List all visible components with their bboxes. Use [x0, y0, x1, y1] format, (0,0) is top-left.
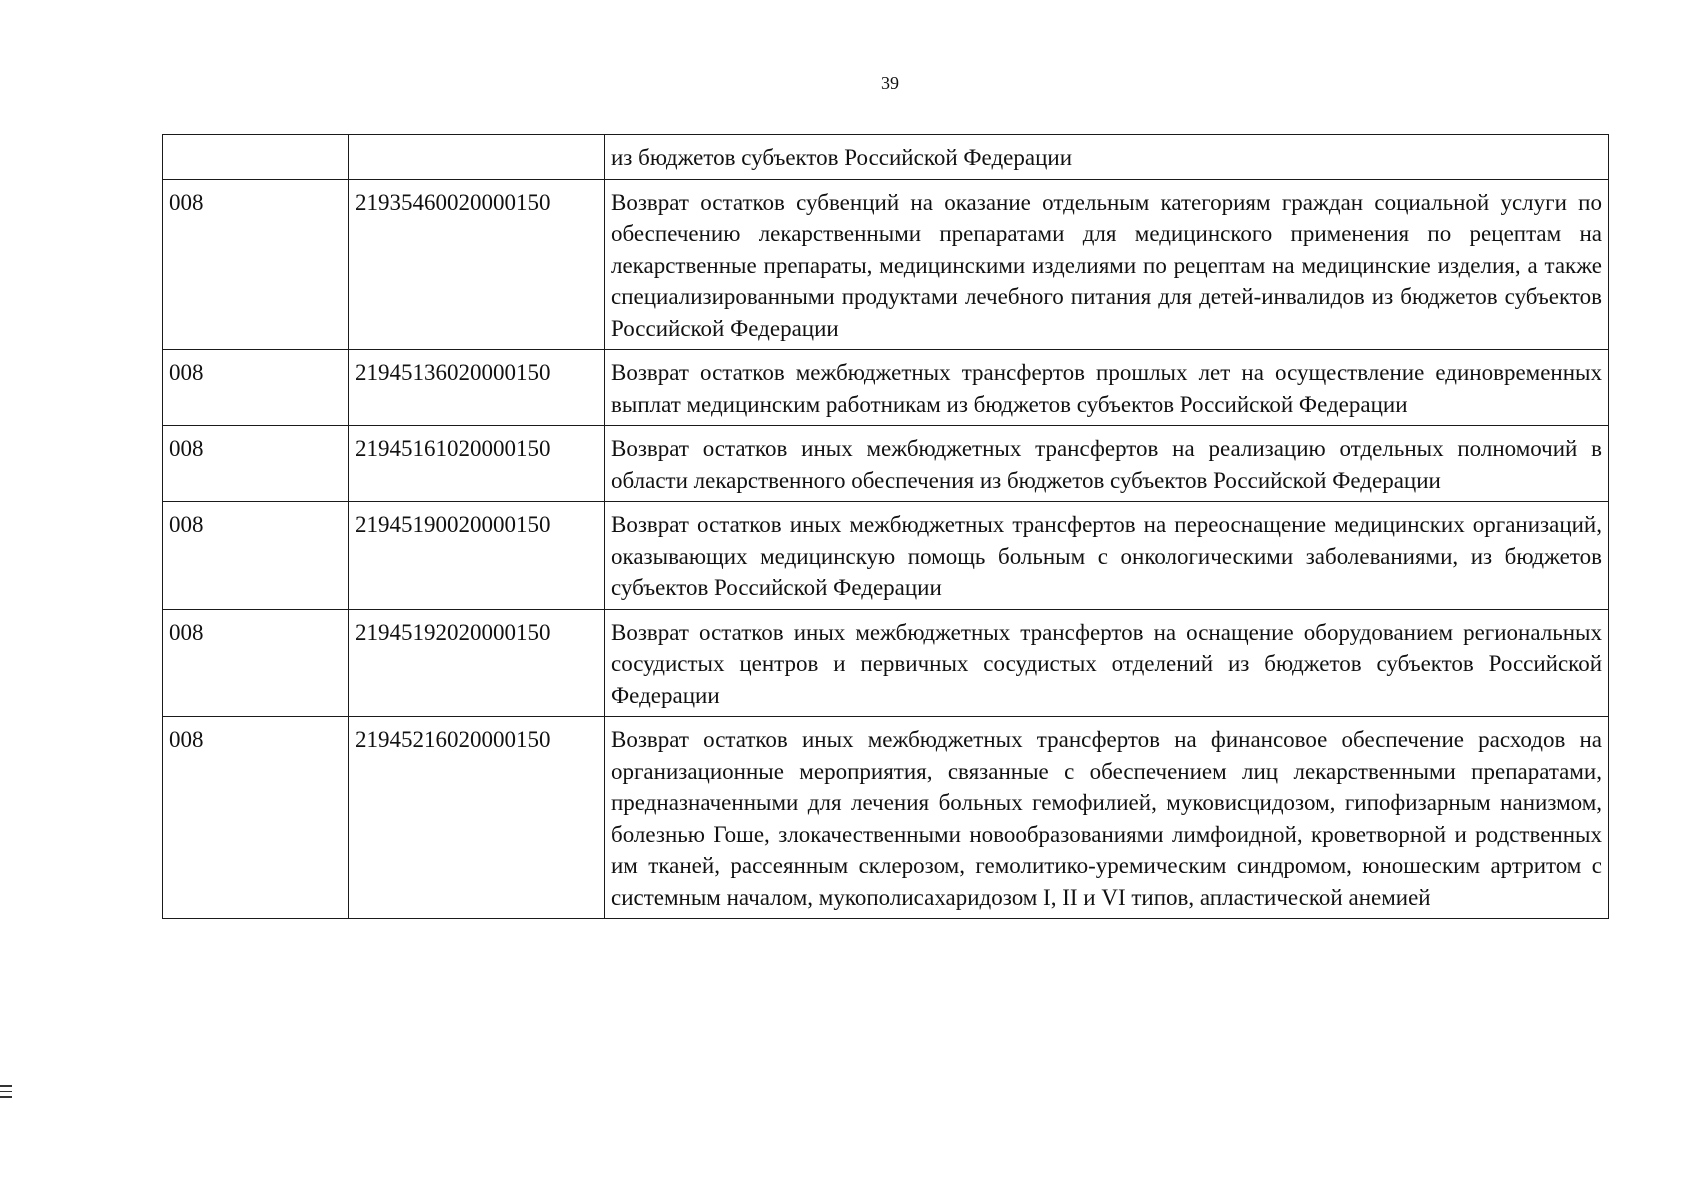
description-cell: Возврат остатков иных межбюджетных трансфертов на реализацию отдельных полномочий в области лекарственного обеспечения из бюджетов субъектов Российской Федерации	[605, 426, 1609, 502]
admin-code-cell: 008	[163, 350, 349, 426]
table-row	[163, 426, 1609, 502]
admin-code-cell: 008	[163, 179, 349, 350]
table-row	[163, 350, 1609, 426]
table-row	[163, 609, 1609, 717]
table-row	[163, 717, 1609, 919]
description-cell: Возврат остатков субвенций на оказание отдельным категориям граждан социальной услуги по обеспечению лекарственными препаратами для медицинского применения по рецептам на лекарственные препараты, медицинскими изделиями по рецептам на медицинские изделия, а также специализированными продуктами лечебного питания для детей-инвалидов из бюджетов субъектов Российской Федерации	[605, 179, 1609, 350]
admin-code-cell: 008	[163, 717, 349, 919]
budget-code-cell: 21935460020000150	[349, 179, 605, 350]
description-cell: Возврат остатков иных межбюджетных трансфертов на оснащение оборудованием региональных сосудистых центров и первичных сосудистых отделений из бюджетов субъектов Российской Федерации	[605, 609, 1609, 717]
budget-code-cell: 21945190020000150	[349, 502, 605, 610]
scan-margin-marks	[0, 1085, 14, 1102]
scan-mark	[0, 1085, 12, 1087]
scan-mark	[0, 1096, 12, 1098]
page-number: 39	[881, 73, 899, 93]
scan-mark	[0, 1091, 12, 1093]
admin-code-cell: 008	[163, 609, 349, 717]
description-cell: Возврат остатков иных межбюджетных трансфертов на переоснащение медицинских организаций, оказывающих медицинскую помощь больным с онкологическими заболеваниями, из бюджетов субъектов Российской Федерации	[605, 502, 1609, 610]
table-row	[163, 502, 1609, 610]
budget-code-cell: 21945161020000150	[349, 426, 605, 502]
budget-code-cell: 21945136020000150	[349, 350, 605, 426]
admin-code-cell: 008	[163, 426, 349, 502]
budget-code-cell: 21945192020000150	[349, 609, 605, 717]
budget-code-cell: 21945216020000150	[349, 717, 605, 919]
admin-code-cell	[163, 135, 349, 180]
description-cell: из бюджетов субъектов Российской Федерации	[605, 135, 1609, 180]
budget-codes-table	[162, 134, 1609, 919]
description-cell: Возврат остатков межбюджетных трансфертов прошлых лет на осуществление единовременных выплат медицинским работникам из бюджетов субъектов Российской Федерации	[605, 350, 1609, 426]
budget-code-cell	[349, 135, 605, 180]
description-cell: Возврат остатков иных межбюджетных трансфертов на финансовое обеспечение расходов на организационные мероприятия, связанные с обеспечением лиц лекарственными препаратами, предназначенными для лечения больных гемофилией, муковисцидозом, гипофизарным нанизмом, болезнью Гоше, злокачественными новообразованиями лимфоидной, кроветворной и родственных им тканей, рассеянным склерозом, гемолитико-уремическим синдромом, юношеским артритом с системным началом, мукополисахаридозом I, II и VI типов, апластической анемией	[605, 717, 1609, 919]
admin-code-cell: 008	[163, 502, 349, 610]
table-row	[163, 179, 1609, 350]
table-row	[163, 135, 1609, 180]
